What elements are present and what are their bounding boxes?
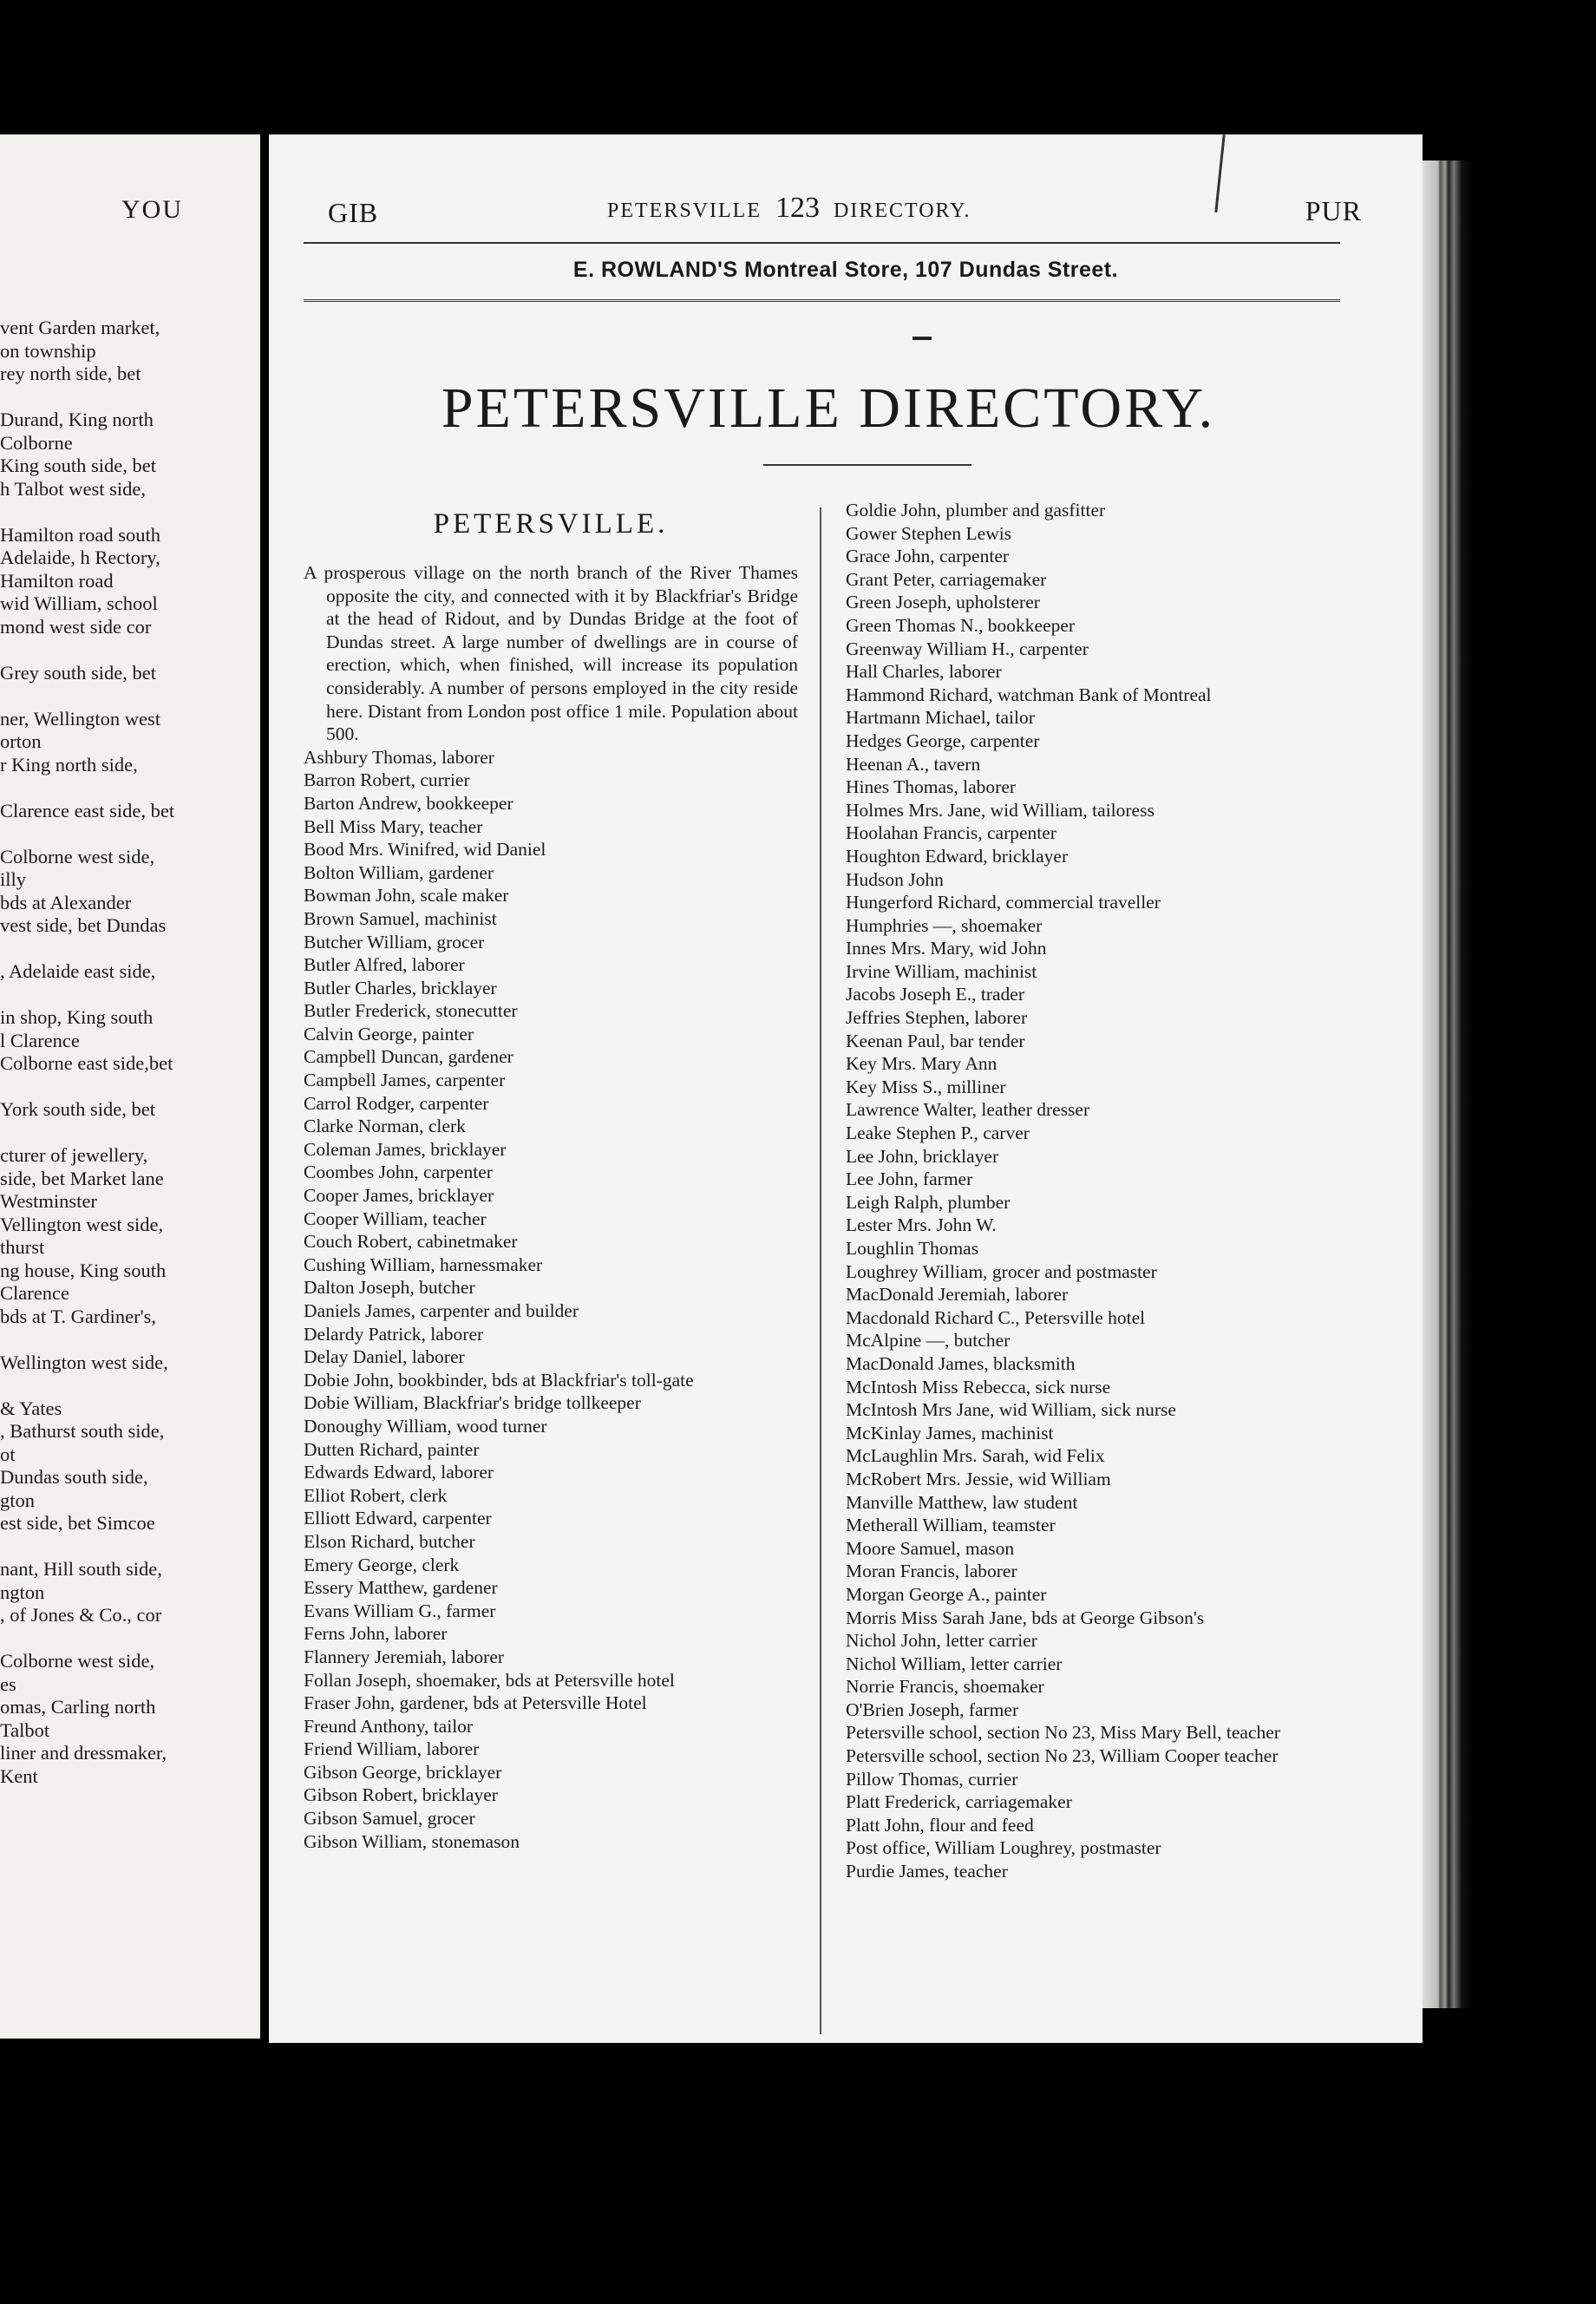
directory-entry: Coleman James, bricklayer	[304, 1138, 507, 1160]
directory-entry: McKinlay James, machinist	[846, 1422, 1054, 1443]
left-page-line	[0, 1374, 260, 1397]
directory-entry: Morris Miss Sarah Jane, bds at George Gibson's	[846, 1607, 1205, 1628]
left-page-line	[0, 938, 260, 961]
directory-entry: Platt John, flour and feed	[846, 1814, 1034, 1836]
left-page-line: Clarence	[0, 1282, 69, 1304]
left-page-line: es	[0, 1672, 16, 1695]
directory-entry: Dutten Richard, painter	[304, 1438, 480, 1460]
directory-entry: Petersville school, section No 23, William Cooper teacher	[846, 1745, 1279, 1767]
directory-entry: Grant Peter, carriagemaker	[846, 568, 1047, 590]
directory-entry: Hammond Richard, watchman Bank of Montreal	[846, 684, 1212, 705]
directory-entry: Campbell James, carpenter	[304, 1070, 506, 1091]
left-page-line: , Adelaide east side,	[0, 960, 156, 982]
left-page-line: Grey south side, bet	[0, 661, 156, 684]
directory-entry: Hoolahan Francis, carpenter	[846, 822, 1056, 844]
directory-entry: Dalton Joseph, butcher	[304, 1277, 475, 1299]
entries-list-1	[304, 746, 798, 1854]
left-page-line: est side, bet Simcoe	[0, 1512, 155, 1534]
left-page-line: ngton	[0, 1581, 45, 1603]
directory-entry: Keenan Paul, bar tender	[846, 1030, 1025, 1051]
left-page-line: nant, Hill south side,	[0, 1558, 162, 1580]
directory-entry: Houghton Edward, bricklayer	[846, 845, 1069, 867]
left-page-line: Hamilton road	[0, 569, 114, 592]
left-page-line: , Bathurst south side,	[0, 1420, 165, 1442]
directory-entry: McAlpine —, butcher	[846, 1330, 1011, 1352]
left-page-line: Colborne west side,	[0, 845, 155, 867]
left-page-line: bds at T. Gardiner's,	[0, 1305, 157, 1327]
directory-column-1	[304, 499, 798, 1853]
directory-entry: Hartmann Michael, tailor	[846, 707, 1035, 729]
banner-rule	[304, 299, 1340, 302]
directory-entry: Cooper William, teacher	[304, 1208, 487, 1229]
directory-entry: Lee John, farmer	[846, 1168, 973, 1190]
directory-entry: Ashbury Thomas, laborer	[304, 746, 494, 768]
directory-entry: Gibson Samuel, grocer	[304, 1808, 475, 1829]
left-page-line	[0, 386, 260, 409]
running-head-right: DIRECTORY.	[834, 200, 971, 222]
book-spine	[260, 134, 269, 2039]
directory-entry: Cooper James, bricklayer	[304, 1185, 494, 1207]
directory-entry: Holmes Mrs. Jane, wid William, tailoress	[846, 799, 1154, 821]
directory-entry: Ferns John, laborer	[304, 1623, 448, 1645]
directory-entry: Gibson George, bricklayer	[304, 1761, 502, 1783]
left-page-line: liner and dressmaker,	[0, 1742, 167, 1764]
left-page-line: Clarence east side, bet	[0, 799, 175, 821]
directory-entry: Lawrence Walter, leather dresser	[846, 1099, 1090, 1121]
directory-entry: Humphries —, shoemaker	[846, 914, 1043, 936]
page-edges	[1423, 160, 1475, 2008]
directory-entry: Bolton William, gardener	[304, 861, 494, 883]
left-page-line	[0, 638, 260, 662]
left-page-line: r King north side,	[0, 753, 138, 776]
directory-entry: Donoughy William, wood turner	[304, 1415, 547, 1437]
directory-entry: Freund Anthony, tailor	[304, 1715, 474, 1737]
directory-entry: Barron Robert, currier	[304, 769, 470, 791]
directory-entry: Butler Charles, bricklayer	[304, 977, 497, 998]
directory-entry: Moran Francis, laborer	[846, 1561, 1017, 1582]
left-page-line	[0, 1076, 260, 1099]
directory-entry: Fraser John, gardener, bds at Petersville Hotel	[304, 1692, 647, 1714]
left-page-text	[0, 317, 260, 1788]
directory-entry: Innes Mrs. Mary, wid John	[846, 938, 1047, 959]
directory-entry: Green Thomas N., bookkeeper	[846, 614, 1076, 636]
directory-entry: Pillow Thomas, currier	[846, 1768, 1018, 1790]
directory-entry: Daniels James, carpenter and builder	[304, 1300, 579, 1321]
directory-entry: Irvine William, machinist	[846, 960, 1037, 982]
page-title: PETERSVILLE DIRECTORY.	[441, 376, 1216, 440]
left-page-line	[0, 984, 260, 1007]
directory-entry: Calvin George, painter	[304, 1023, 474, 1044]
left-page-line: Colborne east side,bet	[0, 1052, 173, 1074]
directory-entry: Hall Charles, laborer	[846, 661, 1002, 683]
directory-entry: Jeffries Stephen, laborer	[846, 1007, 1028, 1029]
left-page-line: wid William, school	[0, 592, 158, 614]
directory-entry: MacDonald James, blacksmith	[846, 1352, 1076, 1374]
title-rule	[763, 464, 971, 466]
left-page-line: gton	[0, 1489, 36, 1511]
directory-entry: Bood Mrs. Winifred, wid Daniel	[304, 839, 546, 861]
left-page-line: Talbot	[0, 1718, 50, 1741]
running-head	[607, 192, 971, 225]
left-page-line: Dundas south side,	[0, 1466, 148, 1488]
directory-entry: Goldie John, plumber and gasfitter	[846, 500, 1106, 520]
entries-list-2	[846, 499, 1383, 1883]
directory-entry: McIntosh Miss Rebecca, sick nurse	[846, 1376, 1111, 1397]
directory-entry: Gibson William, stonemason	[304, 1830, 520, 1852]
directory-entry: Coombes John, carpenter	[304, 1162, 493, 1183]
column-divider	[820, 507, 821, 2034]
directory-entry: Butler Alfred, laborer	[304, 954, 465, 976]
directory-entry: Hungerford Richard, commercial traveller	[846, 892, 1161, 913]
directory-entry: Jacobs Joseph E., trader	[846, 984, 1024, 1005]
left-page-line: cturer of jewellery,	[0, 1144, 148, 1166]
left-page-line: h Talbot west side,	[0, 477, 146, 500]
left-page-line: thurst	[0, 1236, 45, 1258]
directory-column-2	[846, 499, 1383, 1883]
directory-entry: Evans William G., farmer	[304, 1600, 496, 1621]
directory-entry: Lester Mrs. John W.	[846, 1214, 997, 1236]
directory-entry: Butler Frederick, stonecutter	[304, 1000, 518, 1022]
header-left-guide: GIB	[328, 197, 379, 228]
left-page-line: & Yates	[0, 1397, 62, 1419]
directory-entry: McRobert Mrs. Jessie, wid William	[846, 1468, 1111, 1489]
page-number: 123	[775, 192, 820, 224]
directory-entry: Lee John, bricklayer	[846, 1145, 999, 1167]
directory-entry: Leigh Ralph, plumber	[846, 1191, 1011, 1213]
left-running-head: YOU	[121, 195, 183, 224]
ornament-dash	[912, 337, 932, 340]
directory-entry: Edwards Edward, laborer	[304, 1462, 494, 1483]
left-page-line	[0, 501, 260, 524]
directory-entry: Loughlin Thomas	[846, 1238, 979, 1259]
directory-entry: Post office, William Loughrey, postmaster	[846, 1837, 1161, 1859]
directory-entry: McIntosh Mrs Jane, wid William, sick nurse	[846, 1399, 1176, 1421]
left-page-line: Vellington west side,	[0, 1213, 164, 1235]
directory-entry: Follan Joseph, shoemaker, bds at Petersville hotel	[304, 1669, 675, 1691]
directory-entry: Leake Stephen P., carver	[846, 1123, 1030, 1144]
directory-entry: Cushing William, harnessmaker	[304, 1253, 543, 1275]
left-page-line: illy	[0, 868, 27, 890]
directory-entry: Campbell Duncan, gardener	[304, 1046, 513, 1068]
directory-entry: Delardy Patrick, laborer	[304, 1323, 484, 1345]
directory-entry: Metherall William, teamster	[846, 1515, 1056, 1536]
directory-entry: O'Brien Joseph, farmer	[846, 1699, 1019, 1720]
directory-entry: Elliot Robert, clerk	[304, 1484, 448, 1506]
left-page-line	[0, 822, 260, 846]
left-page-line: Adelaide, h Rectory,	[0, 547, 160, 568]
directory-entry: Loughrey William, grocer and postmaster	[846, 1260, 1157, 1282]
directory-entry: MacDonald Jeremiah, laborer	[846, 1284, 1069, 1306]
left-page-line: , of Jones & Co., cor	[0, 1604, 162, 1626]
directory-entry: Couch Robert, cabinetmaker	[304, 1231, 518, 1253]
left-page-line: Durand, King north	[0, 409, 154, 430]
header-rule	[304, 242, 1340, 244]
directory-entry: Dobie William, Blackfriar's bridge tollkeeper	[304, 1392, 641, 1414]
intro-paragraph: A prosperous village on the north branch of the River Thames opposite the city, and connected with it by Blackfriar's Bridge at the head of Ridout, and by Dundas Bridge at the foot of Dundas street. A large number of dwellings are in course of erection, which, when finished, will increase its population considerably. A number of persons employed in the city reside here. Distant from London post office 1 mile. Population about 500.	[304, 562, 798, 745]
directory-entry: Norrie Francis, shoemaker	[846, 1676, 1044, 1698]
directory-entry: Delay Daniel, laborer	[304, 1346, 465, 1368]
left-page-line	[0, 1535, 260, 1559]
left-page-line	[0, 1122, 260, 1145]
directory-entry: Brown Samuel, machinist	[304, 907, 497, 929]
left-page-line: bds at Alexander	[0, 891, 132, 913]
left-page-line: ner, Wellington west	[0, 707, 160, 730]
directory-entry: Carrol Rodger, carpenter	[304, 1092, 489, 1114]
left-page-line: side, bet Market lane	[0, 1167, 164, 1189]
directory-entry: Heenan A., tavern	[846, 753, 981, 775]
left-page-line: in shop, King south	[0, 1006, 154, 1028]
directory-entry: Flannery Jeremiah, laborer	[304, 1646, 505, 1667]
advertisement-banner: E. ROWLAND'S Montreal Store, 107 Dundas Street.	[572, 258, 1119, 282]
left-page-line: King south side, bet	[0, 455, 156, 476]
left-page-line: on township	[0, 339, 96, 362]
left-page-line	[0, 1627, 260, 1651]
directory-entry: Macdonald Richard C., Petersville hotel	[846, 1306, 1146, 1328]
directory-entry: McLaughlin Mrs. Sarah, wid Felix	[846, 1445, 1105, 1467]
directory-entry: Friend William, laborer	[304, 1738, 480, 1760]
directory-entry: Manville Matthew, law student	[846, 1491, 1078, 1513]
pen-mark	[1214, 134, 1225, 213]
left-page-line: mond west side cor	[0, 615, 152, 638]
left-page-line: Westminster	[0, 1190, 97, 1212]
left-page-line: Colborne west side,	[0, 1650, 155, 1672]
directory-entry: Key Mrs. Mary Ann	[846, 1053, 998, 1075]
directory-page	[269, 134, 1423, 2043]
directory-entry: Butcher William, grocer	[304, 931, 485, 952]
directory-entry: Nichol John, letter carrier	[846, 1630, 1037, 1652]
directory-entry: Elliott Edward, carpenter	[304, 1508, 492, 1529]
directory-entry: Emery George, clerk	[304, 1554, 460, 1575]
directory-entry: Purdie James, teacher	[846, 1861, 1008, 1882]
directory-entry: Morgan George A., painter	[846, 1583, 1047, 1605]
directory-entry: Greenway William H., carpenter	[846, 638, 1089, 659]
directory-entry: Bell Miss Mary, teacher	[304, 815, 483, 837]
directory-entry: Bowman John, scale maker	[304, 885, 509, 907]
left-page-line: Kent	[0, 1764, 38, 1787]
directory-entry: Barton Andrew, bookkeeper	[304, 792, 513, 814]
left-page-line: vent Garden market,	[0, 317, 160, 338]
directory-entry: Hudson John	[846, 868, 944, 890]
directory-entry: Hines Thomas, laborer	[846, 776, 1017, 798]
directory-entry: Elson Richard, butcher	[304, 1530, 475, 1552]
left-page-line: Hamilton road south	[0, 523, 160, 546]
left-page-line: omas, Carling north	[0, 1696, 156, 1718]
left-page-line: rey north side, bet	[0, 363, 141, 384]
header-right-guide: PUR	[1305, 195, 1362, 226]
section-heading: PETERSVILLE.	[433, 508, 669, 540]
left-page-line	[0, 776, 260, 800]
directory-entry: Moore Samuel, mason	[846, 1537, 1015, 1559]
left-page-line: Colborne	[0, 431, 73, 454]
directory-entry: Hedges George, carpenter	[846, 730, 1040, 751]
directory-entry: Essery Matthew, gardener	[304, 1577, 498, 1599]
directory-entry: Gower Stephen Lewis	[846, 522, 1012, 544]
left-page-line: l Clarence	[0, 1029, 80, 1051]
running-head-left: PETERSVILLE	[607, 200, 762, 222]
directory-entry: Petersville school, section No 23, Miss Mary Bell, teacher	[846, 1722, 1280, 1744]
directory-entry: Key Miss S., milliner	[846, 1076, 1006, 1097]
directory-entry: Clarke Norman, clerk	[304, 1116, 466, 1137]
directory-entry: Platt Frederick, carriagemaker	[846, 1791, 1072, 1813]
facing-page-left	[0, 134, 260, 2039]
left-page-line: ot	[0, 1443, 16, 1465]
left-page-line: York south side, bet	[0, 1098, 155, 1120]
directory-entry: Nichol William, letter carrier	[846, 1653, 1063, 1674]
directory-entry: Dobie John, bookbinder, bds at Blackfriar's toll-gate	[304, 1369, 694, 1391]
directory-entry: Green Joseph, upholsterer	[846, 592, 1040, 613]
directory-entry: Grace John, carpenter	[846, 546, 1010, 567]
left-page-line	[0, 684, 260, 708]
left-page-line: Wellington west side,	[0, 1351, 168, 1373]
left-page-line: orton	[0, 730, 42, 752]
left-page-line: vest side, bet Dundas	[0, 914, 167, 936]
left-page-line	[0, 1328, 260, 1352]
left-page-line: ng house, King south	[0, 1259, 167, 1281]
directory-entry: Gibson Robert, bricklayer	[304, 1784, 498, 1806]
